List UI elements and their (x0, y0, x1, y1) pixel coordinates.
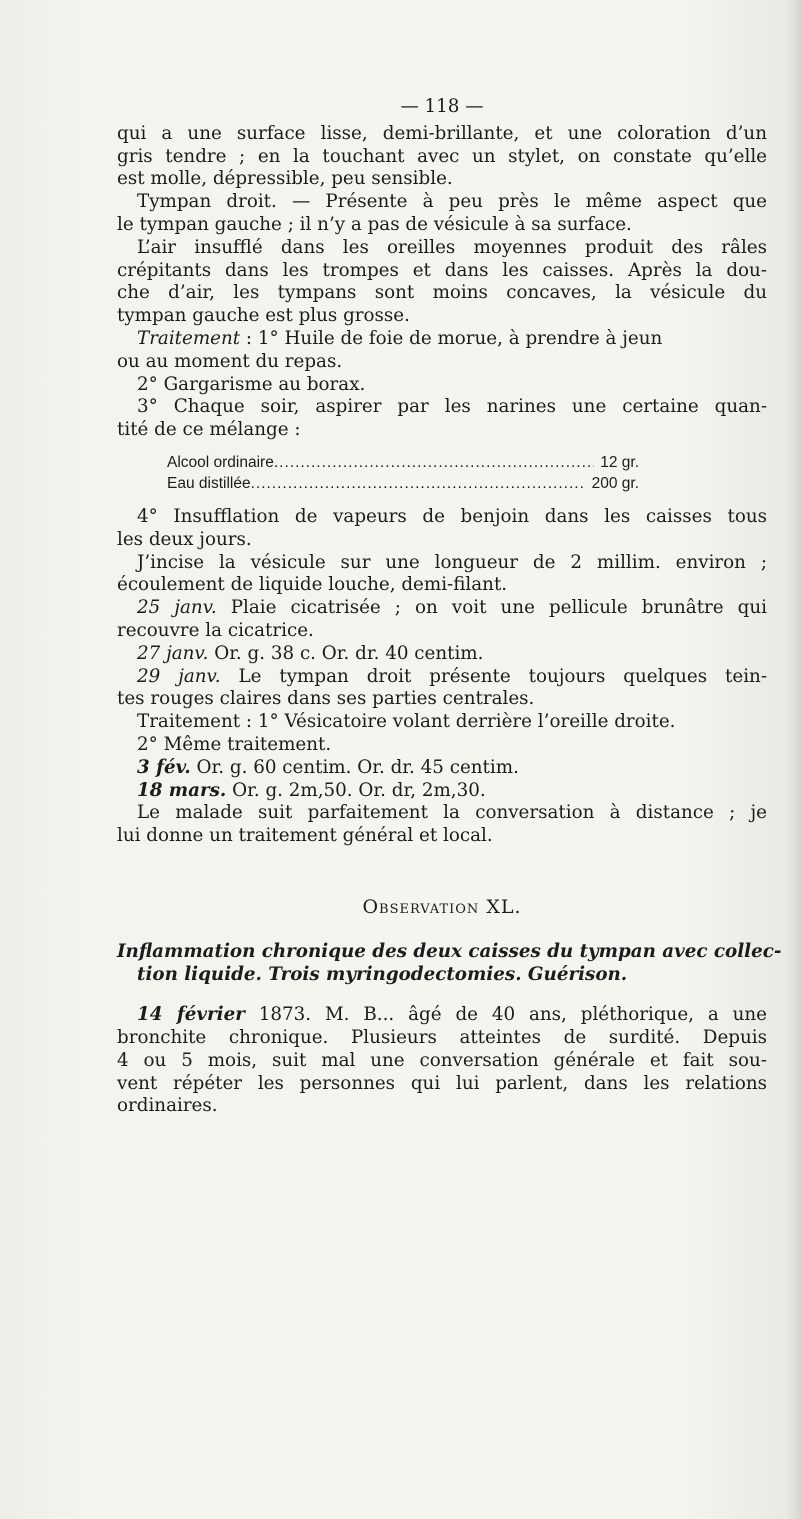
text-line: ordinaires. (117, 1095, 218, 1117)
page-number: — 118 — (400, 96, 484, 117)
entry-date: 29 janv. (137, 665, 221, 687)
text-line: est molle, dépressible, peu sensible. (117, 168, 453, 190)
text-line: ou au moment du repas. (117, 350, 343, 372)
text-line: bronchite chronique. Plusieurs atteintes de surdité. Depuis (117, 1027, 767, 1049)
text-line: Traitement : 1° Vésicatoire volant derrière l’oreille droite. (137, 711, 676, 733)
entry-text: Plaie cicatrisée ; on voit une pellicule brunâtre qui (216, 597, 768, 619)
text-line: 4 ou 5 mois, suit mal une conversation générale et fait sou- (117, 1049, 767, 1071)
traitement-text: : 1° Huile de foie de morue, à prendre à jeun (240, 327, 663, 349)
dated-entry (117, 780, 767, 803)
text-line: 4° Insufflation de vapeurs de benjoin dans les caisses tous (137, 505, 767, 527)
text-line: che d’air, les tympans sont moins concaves, la vésicule du (117, 282, 767, 304)
recipe-row (117, 473, 639, 494)
subtitle-line: tion liquide. Trois myringodectomies. Guérison. (137, 963, 628, 985)
text-line: recouvre la cicatrice. (117, 619, 314, 641)
text-line: tité de ce mélange : (117, 419, 301, 441)
recipe-ingredient: Alcool ordinaire (167, 453, 274, 471)
recipe-table (117, 452, 767, 494)
text-line: 2° Gargarisme au borax. (137, 373, 366, 395)
page-edge-shadow (787, 0, 801, 1519)
entry-text: Or. g. 2m,50. Or. dr, 2m,30. (226, 779, 486, 801)
text-line: lui donne un traitement général et local. (117, 825, 493, 847)
observation-heading: Observation XL. (362, 895, 522, 918)
entry-date: 25 janv. (137, 597, 217, 619)
text-line: 2° Même traitement. (137, 733, 332, 755)
recipe-ingredient: Eau distillée (167, 474, 251, 492)
text-line: J’incise la vésicule sur une longueur de 2 millim. environ ; (137, 551, 767, 573)
entry-text: 1873. M. B... âgé de 40 ans, pléthorique, a une (244, 1004, 767, 1026)
text-line: tes rouges claires dans ses parties centrales. (117, 688, 535, 710)
text-line: L’air insufflé dans les oreilles moyennes produit des râles (137, 236, 767, 258)
recipe-row (117, 452, 639, 473)
entry-date: 18 mars. (137, 779, 227, 801)
dated-entry (117, 1004, 767, 1027)
traitement-label: Traitement (137, 327, 241, 349)
recipe-quantity: 200 gr. (591, 474, 639, 492)
text-line: tympan gauche est plus grosse. (117, 305, 410, 327)
entry-text: Le tympan droit présente toujours quelques tein- (220, 665, 767, 687)
entry-date: 27 janv. (137, 642, 209, 664)
text-line: les deux jours. (117, 528, 252, 550)
text-line: vent répéter les personnes qui lui parlent, dans les relations (117, 1072, 767, 1094)
text-line: Le malade suit parfaitement la conversation à distance ; je (137, 802, 767, 824)
traitement-line (117, 328, 767, 351)
entry-text: Or. g. 38 c. Or. dr. 40 centim. (208, 642, 484, 664)
page-text-block (117, 96, 782, 1118)
text-line: 3° Chaque soir, aspirer par les narines une certaine quan- (137, 396, 767, 418)
entry-date: 3 fév. (137, 756, 191, 778)
text-line: qui a une surface lisse, demi-brillante, et une coloration d’un (117, 122, 767, 144)
subtitle-line: Inflammation chronique des deux caisses du tympan avec collec- (117, 940, 782, 962)
dated-entry (117, 597, 767, 620)
recipe-quantity: 12 gr. (600, 453, 639, 471)
dated-entry (117, 666, 767, 689)
recipe-leader-dots (274, 452, 594, 473)
text-line: Tympan droit. — Présente à peu près le même aspect que (137, 191, 767, 213)
recipe-leader-dots (251, 473, 586, 494)
text-line: crépitants dans les trompes et dans les caisses. Après la dou- (117, 259, 767, 281)
entry-text: Or. g. 60 centim. Or. dr. 45 centim. (190, 756, 519, 778)
text-line: gris tendre ; en la touchant avec un stylet, on constate qu’elle (117, 145, 767, 167)
text-line: le tympan gauche ; il n’y a pas de vésicule à sa surface. (117, 213, 632, 235)
dated-entry (117, 757, 767, 780)
dated-entry (117, 643, 767, 666)
observation-subtitle (117, 940, 782, 987)
entry-date: 14 février (137, 1004, 245, 1026)
text-line: écoulement de liquide louche, demi-filant. (117, 574, 508, 596)
